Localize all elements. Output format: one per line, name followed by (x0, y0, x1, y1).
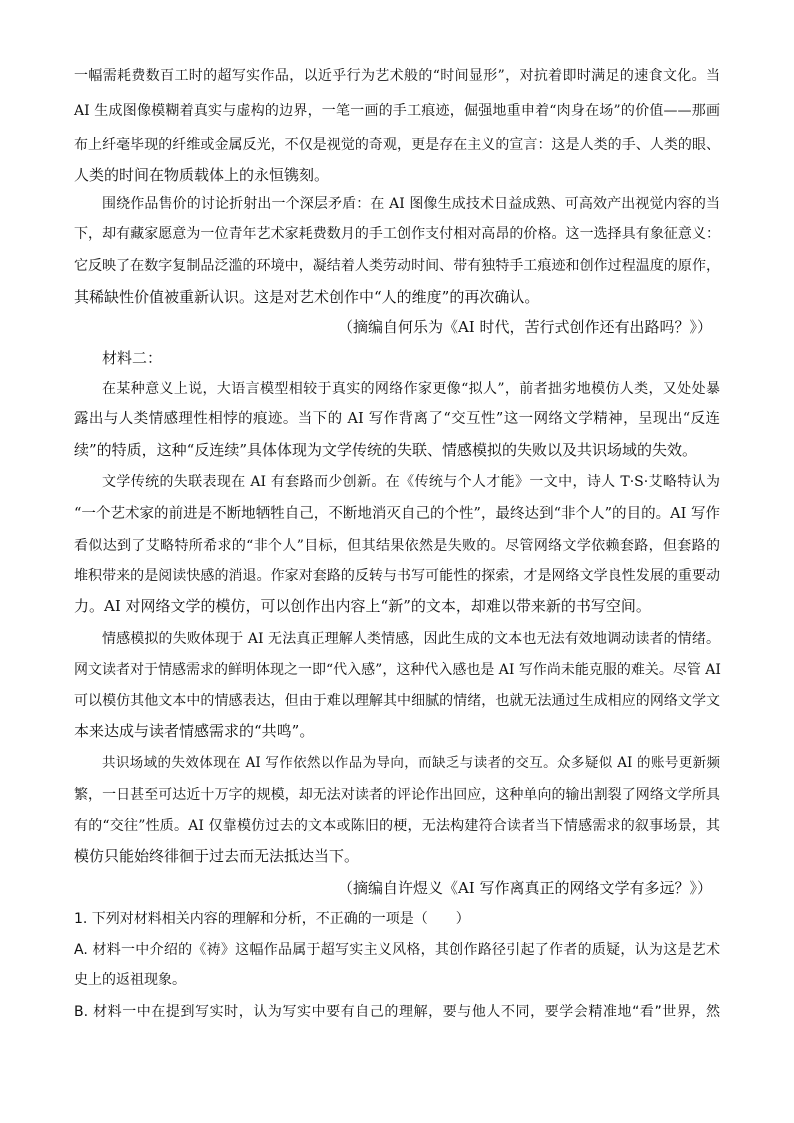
material-heading: 材料二： (102, 349, 163, 367)
text-line: 一幅需耗费数百工时的超写实作品，以近乎行为艺术般的“时间显形”，对抗着即时满足的速食文化。当 (74, 68, 720, 84)
text-line: 在某种意义上说，大语言模型相较于真实的网络作家更像“拟人”，前者拙劣地模仿人类，又处处暴 (102, 381, 720, 397)
text-line: 网文读者对于情感需求的鲜明体现之一即“代入感”，这种代入感也是 AI 写作尚未能克服的难关。尽管 AI (74, 662, 721, 678)
text-line: 看似达到了艾略特所希求的“非个人”目标，但其结果依然是失败的。尽管网络文学依赖套路，但套路的 (74, 538, 720, 554)
text-line: 下，却有藏家愿意为一位青年艺术家耗费数月的手工创作支付相对高昂的价格。这一选择具有象征意义： (74, 226, 720, 242)
text-line: 布上纤毫毕现的纤维或金属反光，不仅是视觉的奇观，更是存在主义的宣言：这是人类的手、人类的眼、 (74, 137, 720, 153)
text-line: 它反映了在数字复制品泛滥的环境中，凝结着人类劳动时间、带有独特手工痕迹和创作过程温度的原作， (74, 258, 720, 274)
text-line: 本来达成与读者情感需求的“共鸣”。 (74, 722, 315, 740)
source-citation: （摘编自何乐为《AI 时代，苦行式创作还有出路吗？》） (337, 318, 712, 336)
text-line: 续”的特质，这种“反连续”具体体现为文学传统的失联、情感模拟的失败以及共识场域的失效。 (74, 441, 698, 459)
source-citation: （摘编自许煜义《AI 写作离真正的网络文学有多远？》） (337, 879, 712, 897)
text-line: 人类的时间在物质载体上的永恒镌刻。 (74, 166, 330, 184)
text-line: 堆积带来的是阅读快感的消退。作家对套路的反转与书写可能性的探索，才是网络文学良性发展的重要动 (74, 568, 720, 584)
text-line: 有的“交往”性质。AI 仅靠模仿过去的文本或陈旧的梗，无法构建符合读者当下情感需求的叙事场景，其 (74, 818, 720, 834)
text-line: 繁，一日甚至可达近十万字的规模，却无法对读者的评论作出回应，这种单向的输出割裂了网络文学所具 (74, 787, 720, 803)
text-line: 情感模拟的失败体现于 AI 无法真正理解人类情感，因此生成的文本也无法有效地调动读者的情绪。 (102, 631, 720, 647)
text-line: 文学传统的失联表现在 AI 有套路而少创新。在《传统与个人才能》一文中，诗人 T·S·艾略特认为 (102, 474, 720, 490)
text-line: 其稀缺性价值被重新认识。这是对艺术创作中“人的维度”的再次确认。 (74, 288, 540, 306)
option-a-line: A. 材料一中介绍的《祷》这幅作品属于超写实主义风格，其创作路径引起了作者的质疑，认为这是艺术 (74, 942, 720, 958)
option-a-line: 史上的返祖现象。 (74, 972, 186, 988)
text-line: 可以模仿其他文本中的情感表达，但由于难以理解其中细腻的情绪，也就无法通过生成相应的网络文学文 (74, 693, 720, 709)
text-line: 力。AI 对网络文学的模仿，可以创作出内容上“新”的文本，却难以带来新的书写空间。 (74, 597, 651, 615)
text-line: 模仿只能始终徘徊于过去而无法抵达当下。 (74, 847, 360, 865)
text-line: 露出与人类情感理性相悖的痕迹。当下的 AI 写作背离了“交互性”这一网络文学精神，呈现出“反连 (74, 411, 720, 427)
text-line: AI 生成图像模糊着真实与虚构的边界，一笔一画的手工痕迹，倔强地重申着“肉身在场”的价值——那画 (74, 103, 720, 119)
question-stem: 1. 下列对材料相关内容的理解和分析，不正确的一项是（ ） (74, 911, 470, 927)
text-line: 共识场域的失效体现在 AI 写作依然以作品为导向，而缺乏与读者的交互。众多疑似 AI 的账号更新频 (102, 755, 720, 771)
text-line: “一个艺术家的前进是不断地牺牲自己，不断地消灭自己的个性”，最终达到“非个人”的目的。AI 写作 (74, 506, 720, 522)
text-line: 围绕作品售价的讨论折射出一个深层矛盾：在 AI 图像生成技术日益成熟、可高效产出视觉内容的当 (102, 196, 720, 212)
option-b-line: B. 材料一中在提到写实时，认为写实中要有自己的理解，要与他人不同，要学会精准地“看”世界，然 (74, 1004, 720, 1020)
